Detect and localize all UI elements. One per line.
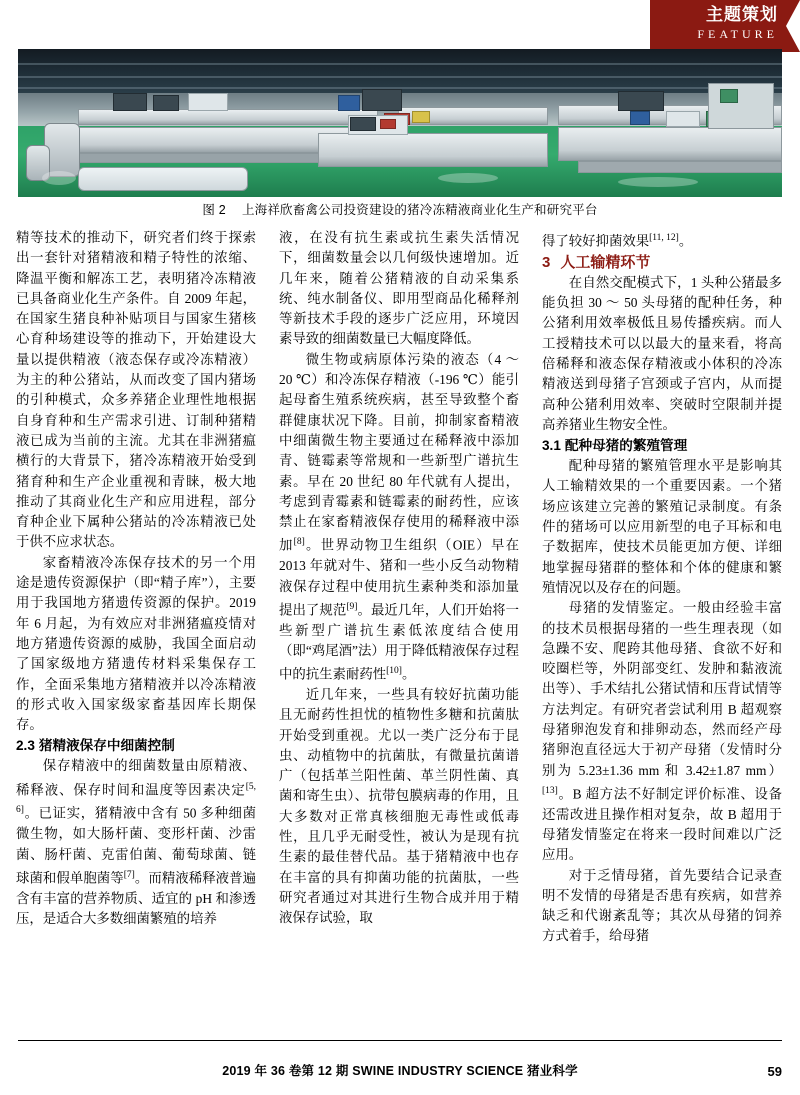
equipment-unit: [666, 111, 700, 127]
ceiling-beam: [18, 63, 782, 65]
equipment-unit: [113, 93, 147, 111]
bench: [78, 109, 378, 125]
figure-caption: [0, 200, 800, 218]
floor-reflection: [42, 171, 76, 185]
laboratory-photo: [18, 49, 782, 197]
section-heading-3: [542, 252, 782, 273]
equipment-unit: [630, 111, 650, 125]
floor-reflection: [618, 177, 698, 187]
paragraph: 对于乏情母猪，首先要结合记录查明不发情的母猪是否患有疾病，如营养缺乏和代谢紊乱等；其次从母猪的饲养方式着手，给母猪: [542, 867, 782, 944]
figure-image: [18, 49, 782, 197]
paragraph: 配种母猪的繁殖管理水平是影响其人工输精效果的一个重要因素。一个猪场应该建立完善的繁殖记录制度。有条件的猪场可以应用新型的电子耳标和电子数据库，使技术员能更加方便、详细地掌握母猪群的整体和个体的健康和繁殖情况以及存在的问题。: [542, 458, 782, 595]
equipment-unit: [188, 93, 228, 111]
page-number: 59: [767, 1064, 782, 1079]
section-title: 猪精液保存中细菌控制: [38, 738, 175, 754]
equipment-unit: [153, 95, 179, 111]
article-body: [16, 228, 784, 1048]
paragraph: 保存精液中的细菌数量由原精液、稀释液、保存时间和温度等因素决定[5, 6]。已证实，猪精液中含有 50 多种细菌微生物，如大肠杆菌、变形杆菌、沙雷菌、肠杆菌、克雷伯菌、葡萄球菌、链球菌和假单胞菌等[7]。而精液稀释液普遍含有丰富的营养物质、适宜的 pH 和渗透压，是适合大多数细菌繁殖的培养: [16, 758, 257, 926]
ceiling-beam: [18, 76, 782, 78]
section-title: 配种母猪的繁殖管理: [564, 438, 688, 454]
section-heading-2-3: [16, 735, 256, 756]
column-2: [279, 228, 519, 1048]
header-title-cn: 主题策划: [706, 5, 778, 24]
floor-equipment: [78, 167, 248, 191]
paragraph: 微生物或病原体污染的液态（4 ～ 20 ℃）和冷冻保存精液（-196 ℃）能引起母畜生殖系统疾病，甚至导致整个畜群健康状况下降。目前，抑制家畜精液中细菌微生物主要通过在稀释液中添加青、链霉素等常规和一些新型广谱抗生素。早在 20 世纪 80 年代就有人提出，考虑到青霉素和链霉素的耐药性，应该禁止在家畜精液保存使用的稀释液中添加[8]。世界动物卫生组织（OIE）早在 2013 年就对牛、猪和一些小反刍动物精液保存过程中使用抗生素种类和添加量提出了规范[9]。最近几年，人们开始将一些新型广谱抗生素低浓度结合使用（即“鸡尾酒”法）用于降低精液保存过程中的抗生素耐药性[10]。: [279, 351, 520, 682]
equipment-unit: [338, 95, 360, 111]
equipment-unit: [412, 111, 430, 123]
door: [708, 83, 774, 129]
page-footer: [0, 1061, 800, 1079]
section-heading-3-1: [542, 435, 782, 456]
paragraph: 液，在没有抗生素或抗生素失活情况下，细菌数量会以几何级快速增加。近几年来，随着公猪精液的自动采集系统、纯水制备仪、即用型商品化稀释剂等新技术手段的逐步广泛应用，环境因素导致的细菌数量已大幅度降低。: [279, 230, 519, 347]
figure-caption-text: 上海祥欣畜禽公司投资建设的猪冷冻精液商业化生产和研究平台: [241, 203, 598, 217]
monitor-screen: [350, 117, 376, 131]
paragraph: 家畜精液冷冻保存技术的另一个用途是遗传资源保护（即“精子库”），主要用于我国地方猪遗传资源的保护。2019 年 6 月起，为有效应对非洲猪瘟疫情对地方猪遗传资源的威胁，我国全面启动了国家级地方猪遗传材料采集保存工作，全面采集地方猪精液并以冷冻精液的形式收入国家级家畜基因库长期保存。: [16, 554, 256, 733]
paragraph: 在自然交配模式下，1 头种公猪最多能负担 30 ～ 50 头母猪的配种任务，种公猪利用效率极低且易传播疾病。而人工授精技术可以以最大的量来看，将高倍稀释和液态保存精液或小体积的冷冻精液送到母猪子宫颈或子宫内，从而提高种公猪利用效率、突破时空限制并提高养猪业生物安全性。: [542, 274, 782, 432]
header-title-en: FEATURE: [697, 27, 778, 41]
monitor-screen: [362, 89, 402, 111]
figure-label: 图 2: [202, 203, 226, 217]
floor-reflection: [438, 173, 498, 183]
bench: [558, 127, 782, 161]
paragraph: 母猪的发情鉴定。一般由经验丰富的技术员根据母猪的一些生理表现（如急躁不安、爬跨其他母猪、食欲不好和咬圈栏等，外阴部变红、发肿和黏液流出等）、手术结扎公猪试情和压背试情等方法判定。有研究者尝试利用 B 超观察母猪卵泡发育和排卵动态，然而经产母猪卵泡直径远大于初产母猪（发情时分别为 5.23±1.36 mm 和 3.42±1.87 mm）[13]。B 超方法不好制定评价标准、设备还需改进且操作相对复杂，故 B 超用于母猪发情鉴定在将来一段时间难以广泛应用。: [542, 600, 782, 863]
section-title: 人工输精环节: [560, 253, 651, 271]
paragraph: 得了较好抑菌效果[11, 12]。: [542, 233, 693, 249]
section-number: 3.1: [542, 438, 561, 454]
journal-info: 2019 年 36 卷第 12 期 SWINE INDUSTRY SCIENCE 猪业科学: [222, 1064, 578, 1078]
paragraph: 近几年来，一些具有较好抗菌功能且无耐药性担忧的植物性多糖和抗菌肽开始受到重视。尤以一类广泛分布于昆虫、动植物中的抗菌肽，有微量抗菌谱广（包括革兰阳性菌、革兰阴性菌、真菌和寄生虫）、抗带包膜病毒的作用，且大多数对正常真核细胞无毒性或低毒性，且几乎无耐受性，被认为是现有抗生素的最佳替代品。基于猪精液中也存在丰富的具有抑菌功能的抗菌肽，一些研究者通过对其进行生物合成并用于精液保存试验，取: [279, 686, 519, 926]
paragraph: 精等技术的推动下，研究者们终于探索出一套针对猪精液和精子特性的浓缩、降温平衡和解冻工艺，表明猪冷冻精液已具备商业化生产条件。自 2009 年起，在国家生猪良种补贴项目与国家生猪核心育种场建设等的推动下，开始建设大量以提供精液（液态保存或冷冻精液）为主的种公猪站，从而改变了国内猪场的引种模式，众多养猪企业理性地根据自身育种和生产需求引进、订制种猪精液已成为当前的主流。尤其在非洲猪瘟横行的大背景下，猪冷冻精液开始受到猪育种和生产企业重视和青睐，极大地推动了其商业化生产和应用进程，部分育种企业下属种公猪站的冷冻精液已处于供不应求状态。: [16, 230, 256, 550]
column-1: [16, 228, 256, 1048]
footer-divider: [18, 1040, 782, 1041]
section-number: 3: [542, 253, 551, 271]
door-window: [720, 89, 738, 103]
column-3: [542, 228, 782, 1048]
equipment-unit: [380, 119, 396, 129]
bench-shadow: [578, 161, 782, 173]
section-number: 2.3: [16, 738, 35, 754]
equipment-unit: [618, 91, 664, 111]
bench: [318, 133, 548, 167]
banner-arrow-icon: [786, 0, 800, 52]
feature-header-banner: [650, 0, 800, 52]
